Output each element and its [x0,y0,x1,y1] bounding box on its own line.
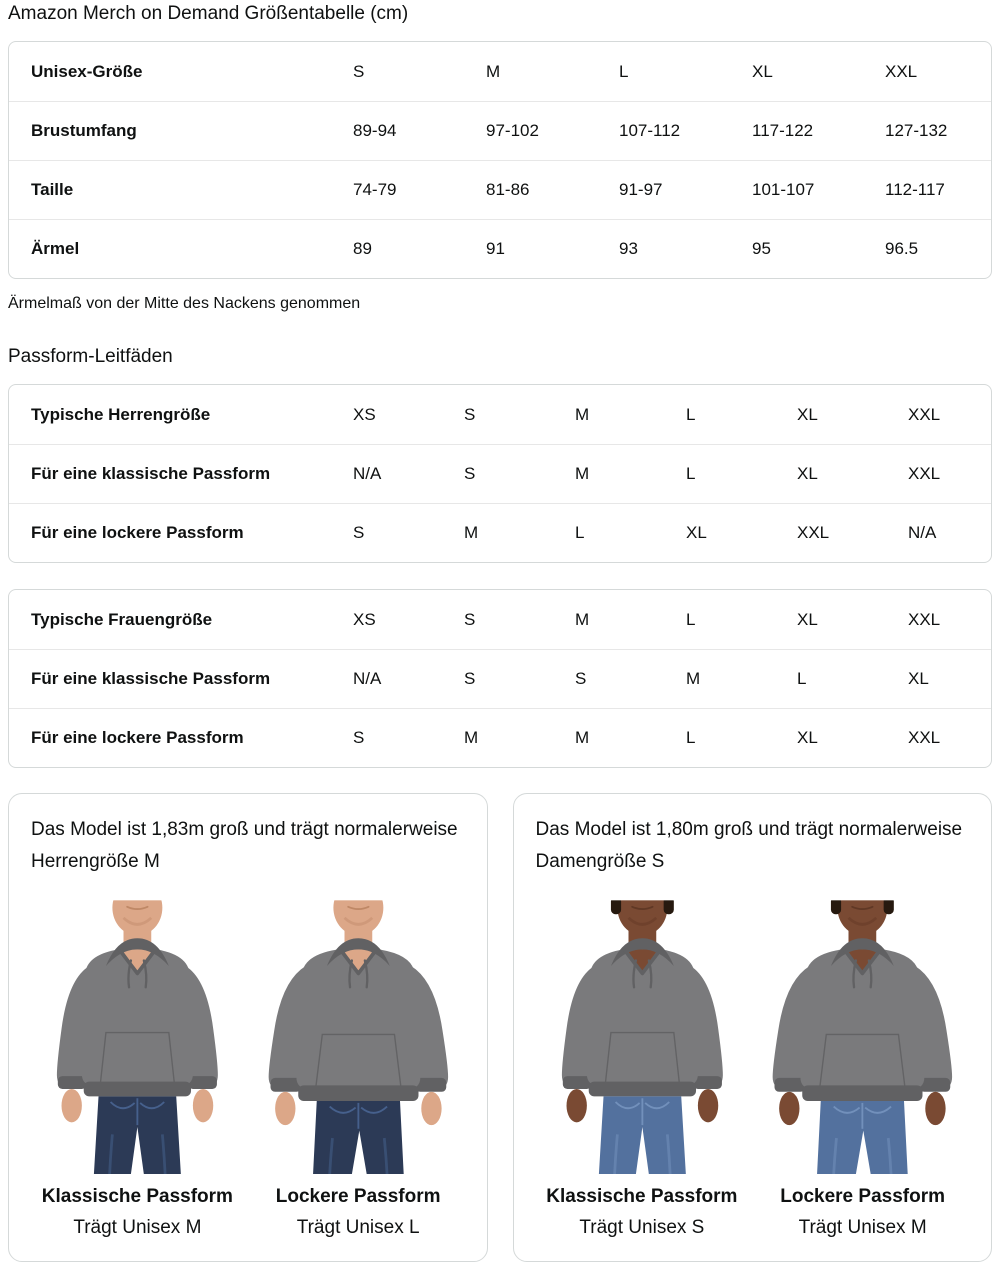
table-cell: L [686,404,696,424]
model-cards [8,793,992,1262]
table-row [9,101,991,160]
row-label: Ärmel [31,239,80,258]
table-cell: S [464,404,476,424]
table-cell: XL [686,523,707,542]
table-cell: M [464,523,479,542]
table-header-row [9,42,991,101]
row-label: Typische Herrengröße [31,404,211,424]
male-model-card [8,793,488,1262]
model-description: Das Model ist 1,83m groß und trägt normalerweise Herrengröße M [31,819,458,872]
table-cell: M [575,728,590,747]
table-cell: M [575,464,590,483]
table-row [9,590,991,649]
sleeve-measure-note: Ärmelmaß von der Mitte des Nackens genommen [8,295,361,312]
table-row [9,160,991,219]
male-model-classic-fit-photo [31,892,244,1174]
table-row [9,708,991,767]
table-cell: 81-86 [486,180,530,199]
table-cell: 107-112 [619,121,681,140]
row-label: Für eine klassische Passform [31,669,271,688]
size-worn-label: Trägt Unisex S [579,1217,705,1239]
table-cell: M [686,669,701,688]
table-row [9,503,991,562]
table-cell: XL [797,728,818,747]
table-cell: 96.5 [885,239,919,258]
row-label: Taille [31,180,74,199]
table-row [9,219,991,278]
table-cell: L [575,523,585,542]
table-cell: M [464,728,479,747]
table-cell: S [464,669,476,688]
row-label: Unisex-Größe [31,61,143,81]
row-label: Brustumfang [31,121,137,140]
table-cell: XS [353,609,376,629]
table-cell: XXL [908,609,941,629]
table-cell: N/A [353,464,382,483]
table-cell: 117-122 [752,121,814,140]
table-cell: 91-97 [619,180,663,199]
column-header: M [486,61,501,81]
table-cell: 89 [353,239,372,258]
table-cell: L [686,609,696,629]
figure-classic-fit [536,892,749,1239]
table-cell: 95 [752,239,771,258]
table-cell: M [575,404,590,424]
table-cell: L [686,728,696,747]
table-cell: XL [797,464,818,483]
table-cell: M [575,609,590,629]
figure-row [31,892,465,1239]
fit-label: Klassische Passform [546,1186,738,1208]
table-cell: 91 [486,239,505,258]
fit-label: Klassische Passform [41,1186,233,1208]
table-cell: S [353,728,365,747]
table-cell: S [464,609,476,629]
figure-loose-fit [756,892,969,1239]
mens-fit-table [8,384,992,563]
column-header: L [619,61,629,81]
table-cell: 97-102 [486,121,539,140]
size-worn-label: Trägt Unisex M [73,1217,202,1239]
size-worn-label: Trägt Unisex L [296,1217,420,1239]
table-cell: 127-132 [885,121,948,140]
table-cell: XS [353,404,376,424]
table-cell: L [797,669,807,688]
size-worn-label: Trägt Unisex M [798,1217,927,1239]
table-row [9,444,991,503]
womens-fit-table [8,589,992,768]
model-description: Das Model ist 1,80m groß und trägt normalerweise Damengröße S [535,819,963,872]
table-cell: XXL [908,464,941,483]
table-cell: XL [797,404,818,424]
fit-label: Lockere Passform [780,1186,945,1208]
column-header: XL [752,61,773,81]
table-cell: 112-117 [885,180,945,199]
table-cell: 93 [619,239,638,258]
table-cell: 101-107 [752,180,815,199]
row-label: Typische Frauengröße [31,609,213,629]
table-cell: S [353,523,365,542]
table-cell: 74-79 [353,180,397,199]
table-row [9,649,991,708]
table-cell: XXL [908,404,941,424]
column-header: XXL [885,61,918,81]
table-cell: N/A [353,669,382,688]
page-title: Amazon Merch on Demand Größentabelle (cm) [8,3,409,24]
table-cell: XL [797,609,818,629]
male-model-loose-fit-photo [252,892,465,1174]
figure-classic-fit [31,892,244,1239]
table-row [9,385,991,444]
female-model-loose-fit-photo [756,892,969,1174]
fit-guides-title: Passform-Leitfäden [8,346,173,367]
table-cell: XL [908,669,929,688]
table-cell: L [686,464,696,483]
female-model-classic-fit-photo [536,892,749,1174]
row-label: Für eine klassische Passform [31,464,271,483]
row-label: Für eine lockere Passform [31,523,244,542]
row-label: Für eine lockere Passform [31,728,244,747]
table-cell: 89-94 [353,121,397,140]
figure-row [536,892,970,1239]
table-cell: S [464,464,476,483]
fit-label: Lockere Passform [275,1186,441,1208]
table-cell: XXL [908,728,941,747]
figure-loose-fit [252,892,465,1239]
column-header: S [353,61,365,81]
table-cell: N/A [908,523,937,542]
table-cell: XXL [797,523,830,542]
unisex-size-table [8,41,992,279]
table-cell: S [575,669,587,688]
female-model-card [513,793,993,1262]
